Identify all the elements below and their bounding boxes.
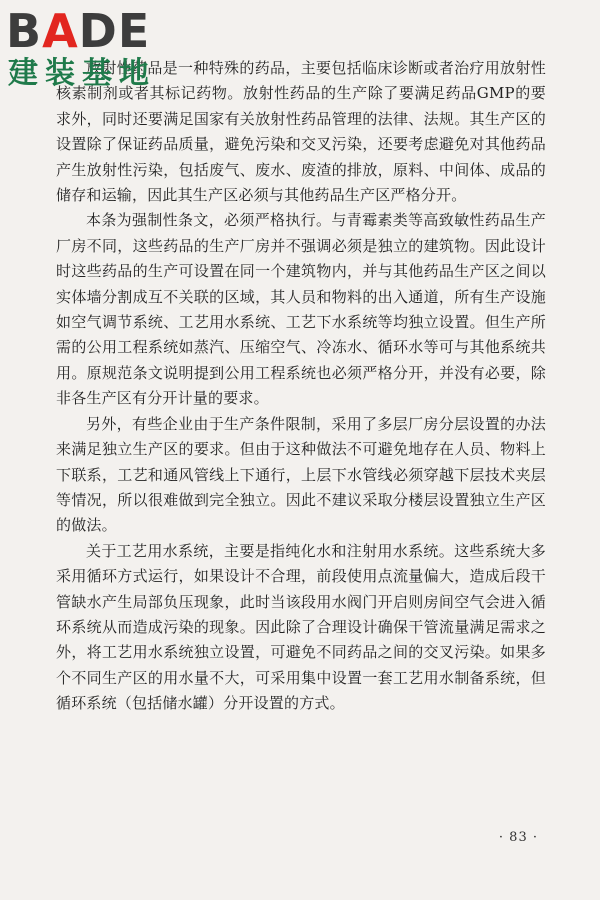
- watermark-brand-accent: A: [42, 4, 79, 58]
- watermark-brand-cn: 建装基地: [8, 56, 156, 91]
- bade-watermark-logo: [6, 6, 176, 101]
- document-body: [56, 56, 546, 717]
- paragraph-1: 放射性药品是一种特殊的药品，主要包括临床诊断或者治疗用放射性核素制剂或者其标记药物。放射性药品的生产除了要满足药品GMP的要求外，同时还要满足国家有关放射性药品管理的法律、法规。其生产区的设置除了保证药品质量，避免污染和交叉污染，还要考虑避免对其他药品产生放射性污染，包括废气、废水、废渣的排放，原料、中间体、成品的储存和运输，因此其生产区必须与其他药品生产区严格分开。: [56, 59, 546, 205]
- paragraph-4: 关于工艺用水系统，主要是指纯化水和注射用水系统。这些系统大多采用循环方式运行，如果设计不合理，前段使用点流量偏大，造成后段干管缺水产生局部负压现象，此时当该段用水阀门开启则房间空气会进入循环系统从而造成污染的现象。因此除了合理设计确保干管流量满足需求之外，将工艺用水系统独立设置，可避免不同药品之间的交叉污染。如果多个不同生产区的用水量不大，可采用集中设置一套工艺用水制备系统，但循环系统（包括储水罐）分开设置的方式。: [56, 541, 546, 713]
- watermark-brand-prefix: B: [6, 4, 43, 58]
- watermark-brand-en: [6, 6, 150, 56]
- paragraph-3: 另外，有些企业由于生产条件限制，采用了多层厂房分层设置的办法来满足独立生产区的要求。但由于这种做法不可避免地存在人员、物料上下联系，工艺和通风管线上下通行，上层下水管线必须穿越下层技术夹层等情况，所以很难做到完全独立。因此不建议采取分楼层设置独立生产区的做法。: [56, 414, 546, 535]
- page-number: · 83 ·: [498, 830, 538, 845]
- paragraph-2: 本条为强制性条文，必须严格执行。与青霉素类等高致敏性药品生产厂房不同，这些药品的生产厂房并不强调必须是独立的建筑物。因此设计时这些药品的生产可设置在同一个建筑物内，并与其他药品生产区之间以实体墙分割成互不关联的区域，其人员和物料的出入通道，所有生产设施如空气调节系统、工艺用水系统、工艺下水系统等均独立设置。但生产所需的公用工程系统如蒸汽、压缩空气、冷冻水、循环水等可与其他系统共用。原规范条文说明提到公用工程系统也必须严格分开，并没有必要，除非各生产区有分开计量的要求。: [56, 211, 546, 408]
- watermark-brand-suffix: DE: [78, 4, 151, 58]
